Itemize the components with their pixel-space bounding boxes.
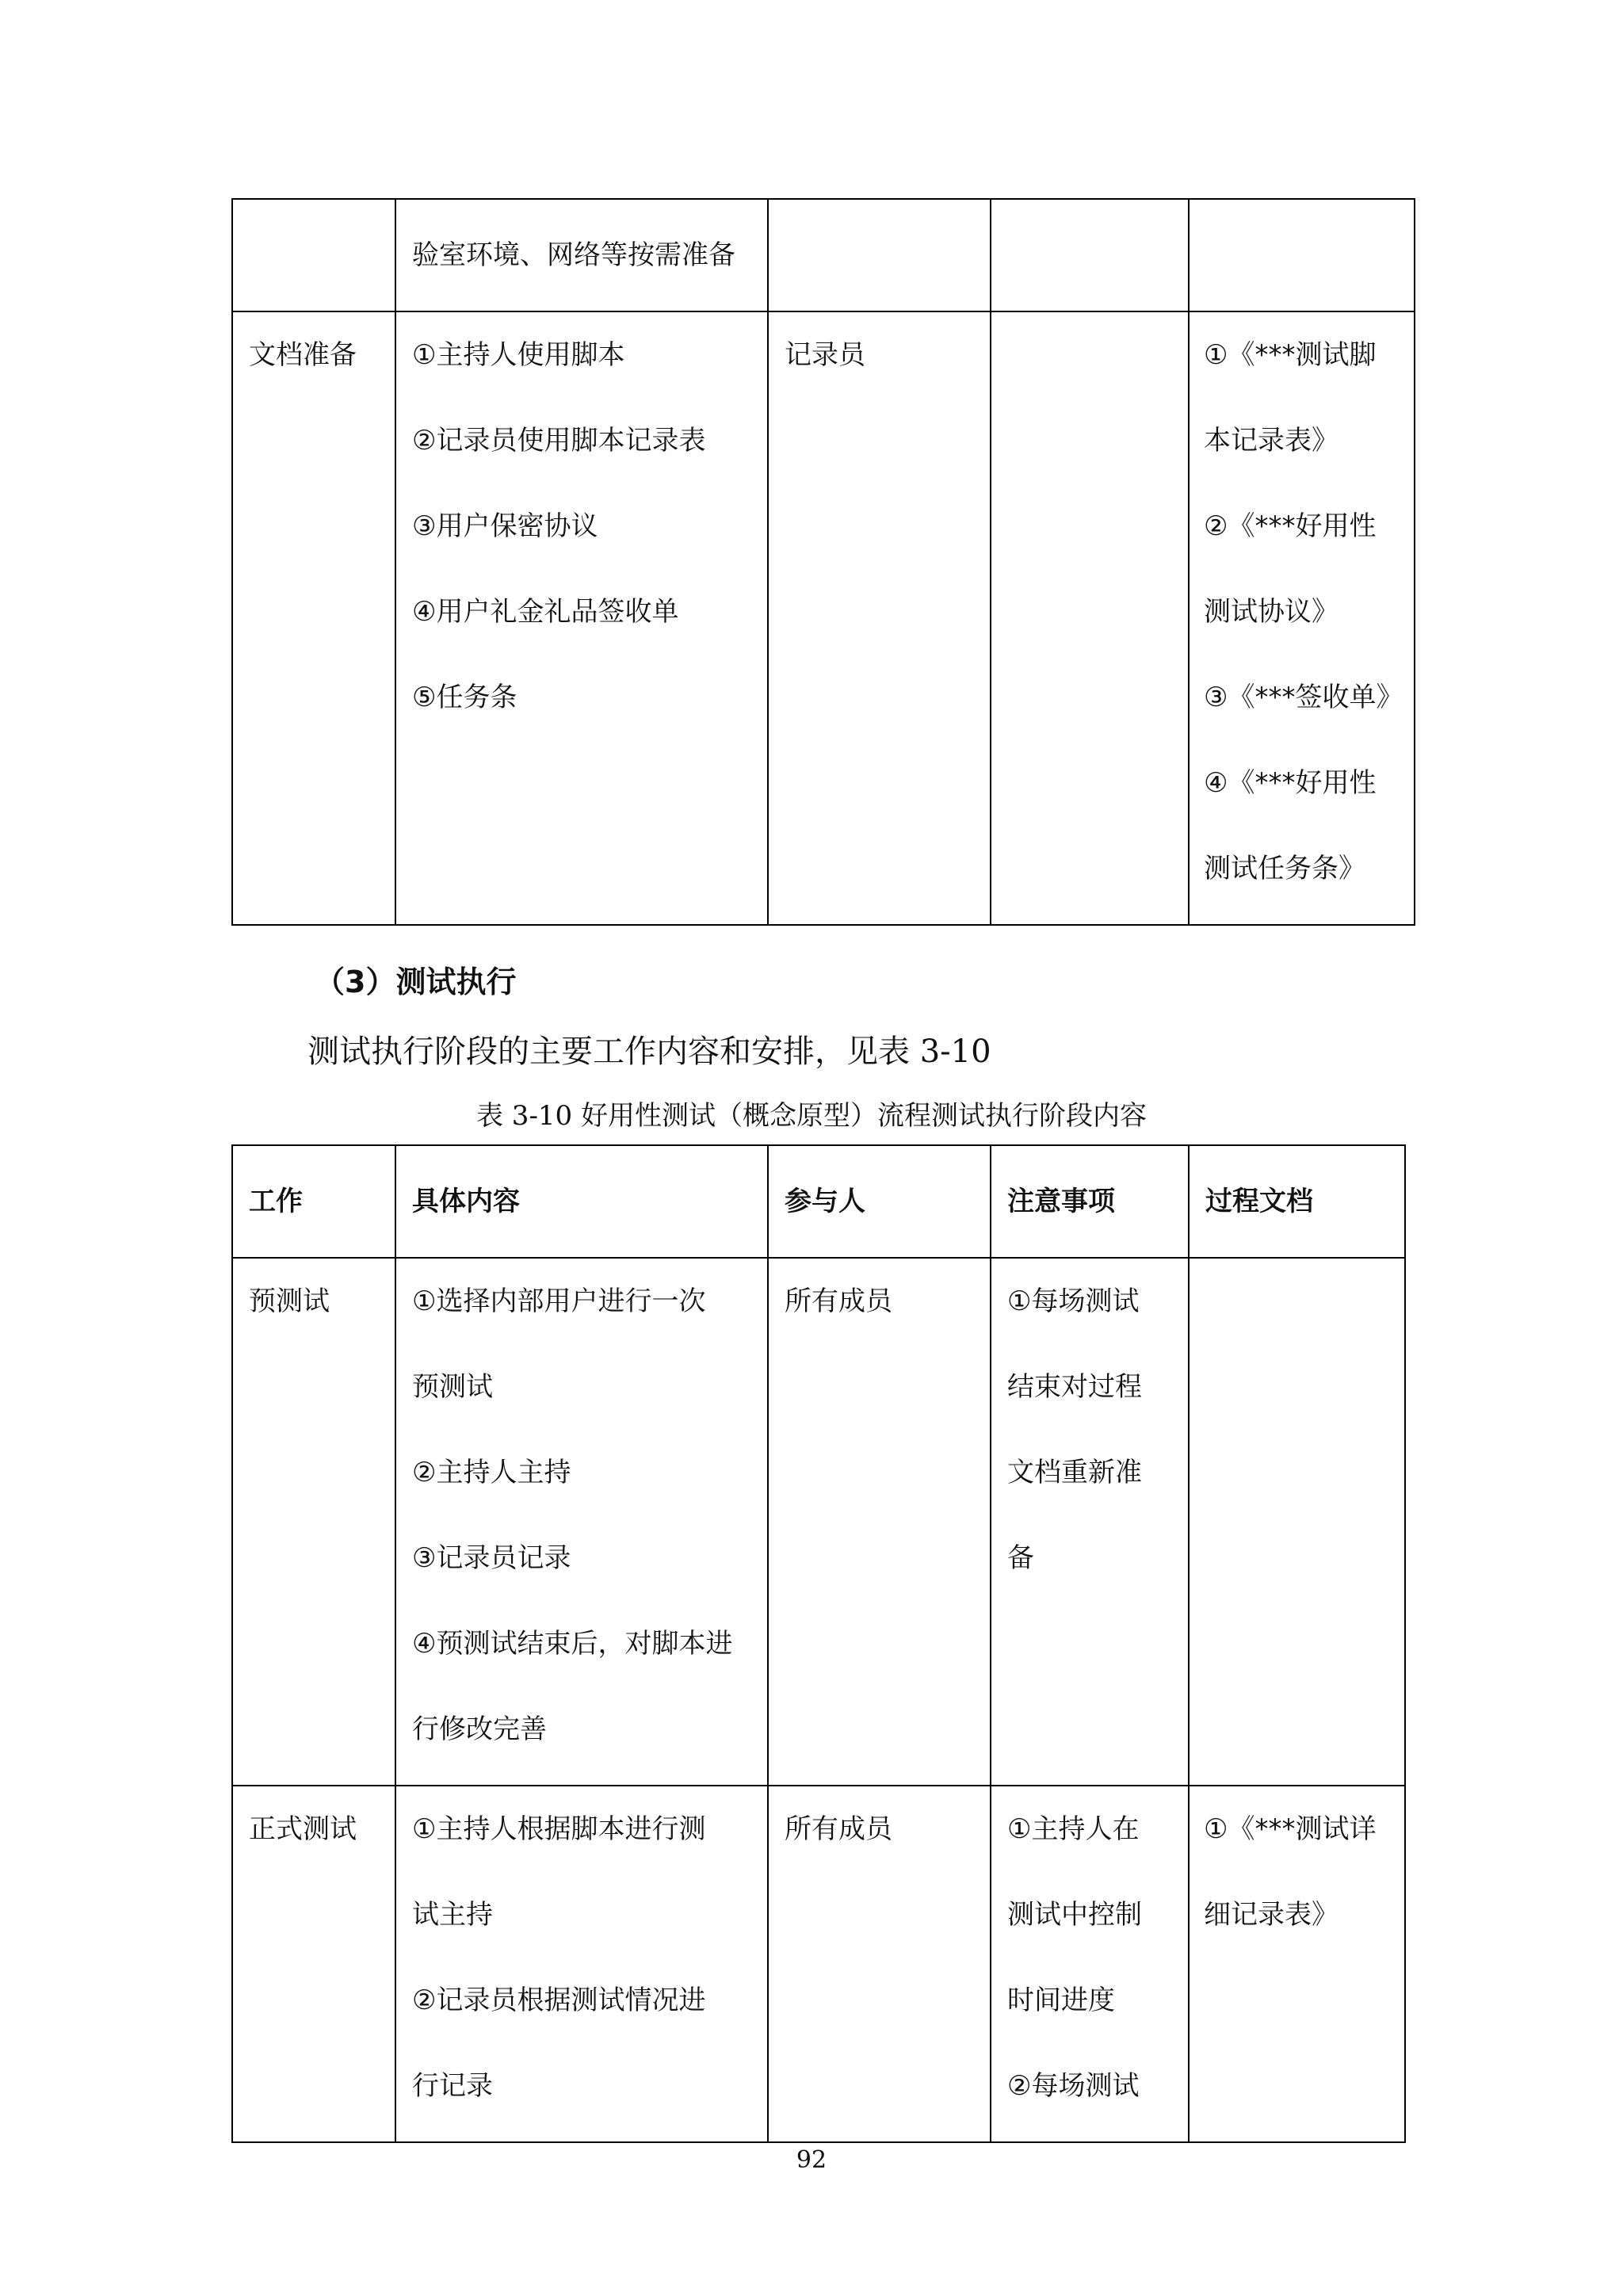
cell-work: 预测试 (232, 1258, 395, 1786)
table-row (232, 311, 1415, 925)
cell-docs (1189, 1258, 1405, 1786)
cell-content: ①选择内部用户进行一次 预测试 ②主持人主持 ③记录员记录 ④预测试结束后，对脚本进 行修改完善 (395, 1258, 768, 1786)
table-row (232, 1786, 1405, 2142)
cell-content: ①主持人使用脚本 ②记录员使用脚本记录表 ③用户保密协议 ④用户礼金礼品签收单 ⑤任务条 (395, 311, 768, 925)
page-number: 92 (796, 2146, 827, 2174)
table-header-row (232, 1145, 1405, 1258)
table-row (232, 1258, 1405, 1786)
cell-docs (1189, 199, 1415, 311)
cell-participant (768, 199, 991, 311)
cell-content: ①主持人根据脚本进行测 试主持 ②记录员根据测试情况进 行记录 (395, 1786, 768, 2142)
cell-work: 文档准备 (232, 311, 395, 925)
header-work: 工作 (232, 1145, 395, 1258)
cell-notes: ①主持人在 测试中控制 时间进度 ②每场测试 (991, 1786, 1189, 2142)
section-heading: （3）测试执行 (315, 965, 517, 999)
cell-participant: 所有成员 (768, 1258, 991, 1786)
cell-notes (991, 311, 1189, 925)
cell-docs: ①《***测试脚 本记录表》 ②《***好用性 测试协议》 ③《***签收单》 ④《***好用性 测试任务条》 (1189, 311, 1415, 925)
table-continued (231, 198, 1415, 926)
header-participant: 参与人 (768, 1145, 991, 1258)
cell-content: 验室环境、网络等按需准备 (395, 199, 768, 311)
table-3-10 (231, 1144, 1406, 2143)
cell-docs: ①《***测试详 细记录表》 (1189, 1786, 1405, 2142)
table-caption: 表 3-10 好用性测试（概念原型）流程测试执行阶段内容 (476, 1100, 1147, 1132)
cell-work: 正式测试 (232, 1786, 395, 2142)
table-row (232, 199, 1415, 311)
cell-work (232, 199, 395, 311)
header-docs: 过程文档 (1189, 1145, 1405, 1258)
body-paragraph: 测试执行阶段的主要工作内容和安排，见表 3-10 (307, 1033, 991, 1070)
header-content: 具体内容 (395, 1145, 768, 1258)
cell-notes: ①每场测试 结束对过程 文档重新准 备 (991, 1258, 1189, 1786)
cell-participant: 所有成员 (768, 1786, 991, 2142)
cell-notes (991, 199, 1189, 311)
header-notes: 注意事项 (991, 1145, 1189, 1258)
cell-participant: 记录员 (768, 311, 991, 925)
